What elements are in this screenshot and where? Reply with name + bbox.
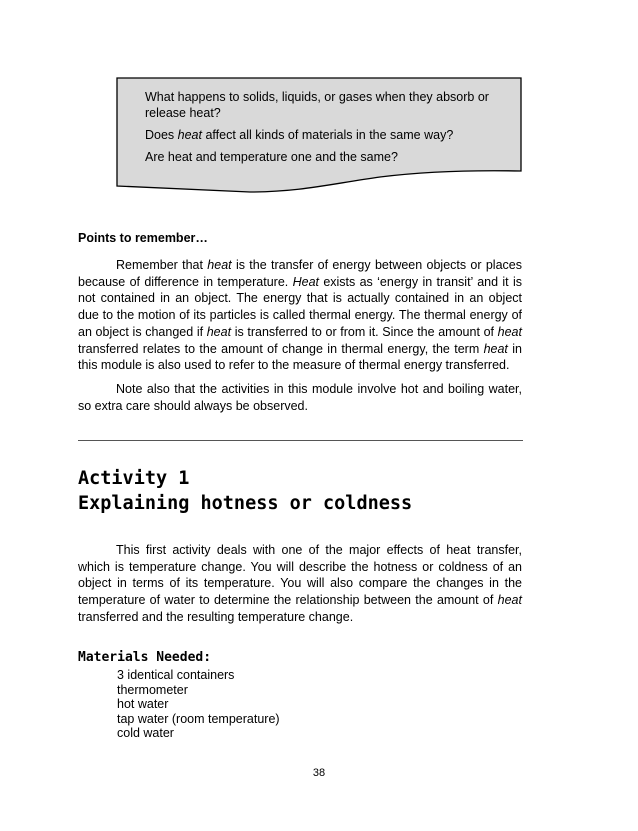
list-item: tap water (room temperature) [117,711,280,726]
list-item: thermometer [117,682,188,697]
activity-title: Explaining hotness or coldness [78,493,413,514]
points-title: Points to remember… [78,231,208,245]
question-box [145,89,515,171]
points-paragraph-1: Remember that heat is the transfer of energy between objects or places because of difference in temperature. Heat exists as ‘energy in transit’ and it is not contained in an object. The energy that is actually contained in an object due to the motion of its particles is called thermal energy. The thermal energy of an object is changed if heat is transferred to or from it. Since the amount of heat transferred relates to the amount of change in thermal energy, the term heat in this module is also used to refer to the measure of thermal energy transferred. [78,258,522,373]
materials-list [117,668,280,741]
activity-number: Activity 1 [78,468,190,489]
materials-title: Materials Needed: [78,650,212,665]
question-1: What happens to solids, liquids, or gases when they absorb or release heat? [145,90,489,120]
question-3: Are heat and temperature one and the same? [145,150,398,164]
page-number: 38 [312,767,326,779]
list-item: 3 identical containers [117,668,235,682]
list-item: cold water [117,726,174,740]
points-paragraph-2: Note also that the activities in this module involve hot and boiling water, so extra care should always be observed. [78,382,522,413]
question-2: Does heat affect all kinds of materials in the same way? [145,128,454,142]
activity-intro: This first activity deals with one of the major effects of heat transfer, which is temperature change. You will describe the hotness or coldness of an object in terms of its temperature. You will also compare the changes in the temperature of water to determine the relationship between the amount of heat transferred and the resulting temperature change. [78,543,522,624]
section-divider [78,440,523,441]
list-item: hot water [117,697,169,711]
activity-heading [78,466,412,516]
